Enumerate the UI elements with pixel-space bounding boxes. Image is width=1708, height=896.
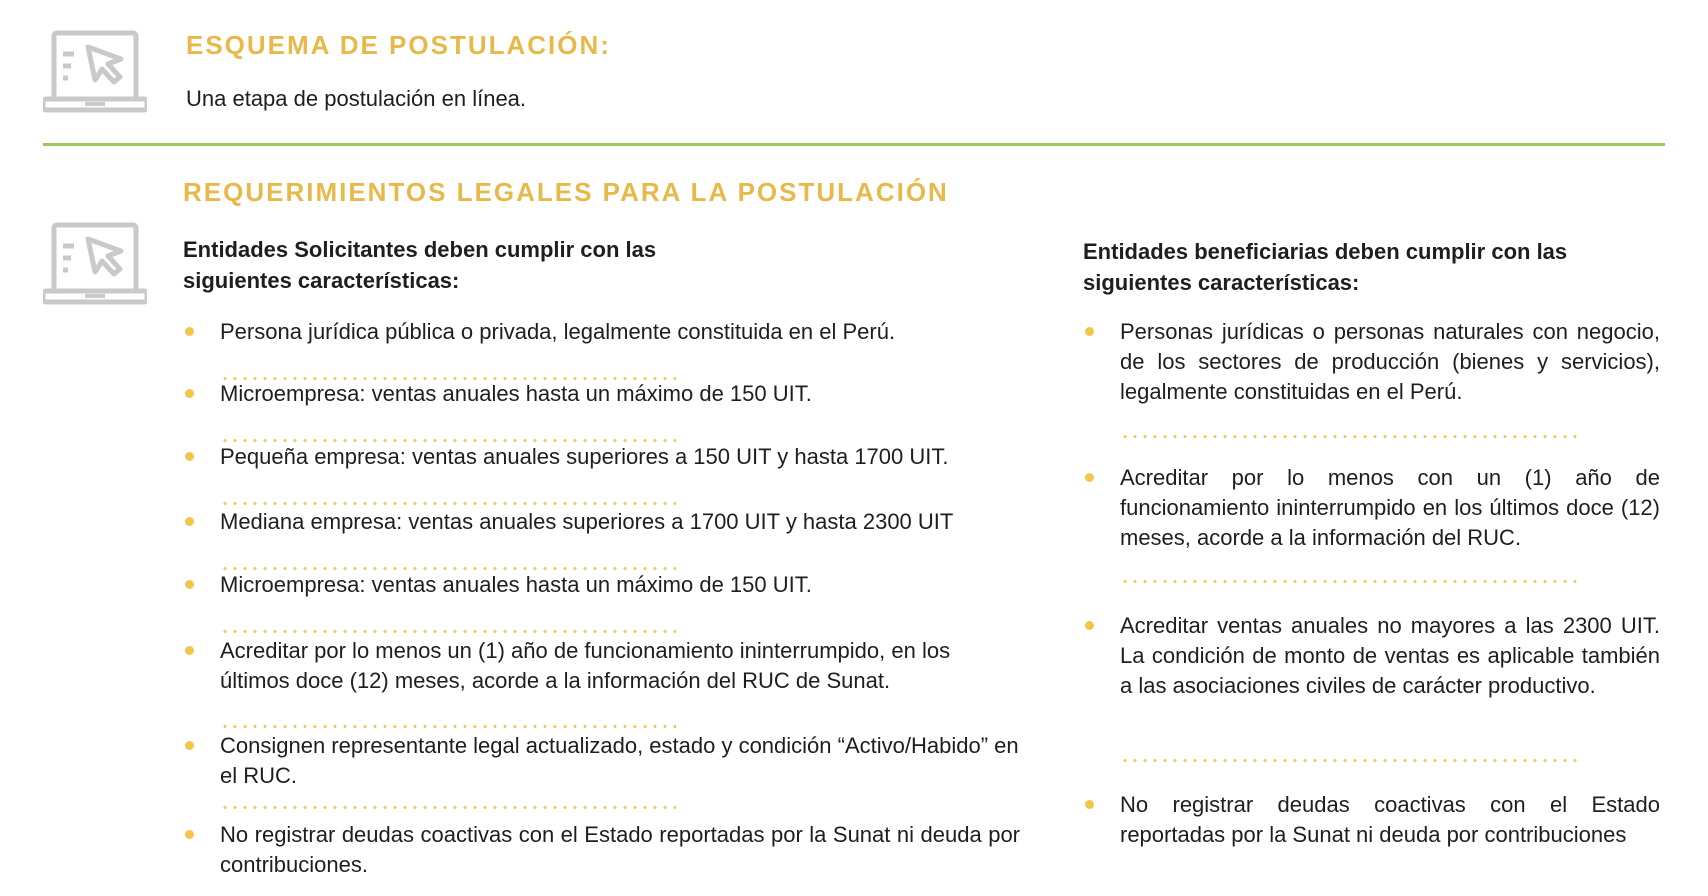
bullet-icon (185, 389, 194, 398)
dotted-separator (1120, 759, 1578, 762)
bullet-icon (1085, 327, 1094, 336)
bullet-icon (185, 830, 194, 839)
list-item: Personas jurídicas o personas naturales con negocio, de los sectores de producción (bienes y servicios), legalmente constituidas en el Perú. (1120, 317, 1660, 407)
postulacion-description: Una etapa de postulación en línea. (186, 86, 527, 111)
dotted-separator (220, 630, 676, 633)
list-item: Acreditar ventas anuales no mayores a las 2300 UIT. La condición de monto de ventas es aplicable también a las asociaciones civiles de carácter productivo. (1120, 611, 1660, 701)
list-item: Pequeña empresa: ventas anuales superiores a 150 UIT y hasta 1700 UIT. (220, 442, 1020, 472)
section-heading-requerimientos: REQUERIMIENTOS LEGALES PARA LA POSTULACIÓN (183, 177, 949, 207)
dotted-separator (220, 502, 676, 505)
laptop-cursor-icon (43, 222, 147, 310)
bullet-icon (185, 646, 194, 655)
section-divider (43, 143, 1665, 146)
bullet-icon (185, 517, 194, 526)
left-title-line1: Entidades Solicitantes deben cumplir con las (183, 237, 657, 262)
section-heading-postulacion: ESQUEMA DE POSTULACIÓN: (186, 30, 611, 60)
list-item: Consignen representante legal actualizado, estado y condición “Activo/Habido” en el RUC. (220, 731, 1020, 791)
bullet-icon (185, 580, 194, 589)
bullet-icon (1085, 621, 1094, 630)
bullet-icon (1085, 473, 1094, 482)
laptop-cursor-icon (43, 30, 147, 118)
left-column-title (183, 234, 743, 296)
bullet-icon (185, 327, 194, 336)
dotted-separator (1120, 580, 1578, 583)
bullet-icon (1085, 800, 1094, 809)
list-item: Persona jurídica pública o privada, legalmente constituida en el Perú. (220, 317, 1020, 347)
dotted-separator (220, 725, 676, 728)
list-item: Acreditar por lo menos un (1) año de funcionamiento ininterrumpido, en los últimos doce (12) meses, acorde a la información del RUC de Sunat. (220, 636, 1020, 696)
bullet-icon (185, 741, 194, 750)
list-item: Microempresa: ventas anuales hasta un máximo de 150 UIT. (220, 570, 1020, 600)
dotted-separator (220, 806, 676, 809)
bullet-icon (185, 452, 194, 461)
list-item: No registrar deudas coactivas con el Estado reportadas por la Sunat ni deuda por contribuciones (1120, 790, 1660, 850)
right-title-line2: siguientes características: (1083, 270, 1360, 295)
list-item: Acreditar por lo menos con un (1) año de funcionamiento ininterrumpido en los últimos doce (12) meses, acorde a la información del RUC. (1120, 463, 1660, 553)
list-item: Microempresa: ventas anuales hasta un máximo de 150 UIT. (220, 379, 1020, 409)
list-item: Mediana empresa: ventas anuales superiores a 1700 UIT y hasta 2300 UIT (220, 507, 1020, 537)
dotted-separator (1120, 435, 1578, 438)
right-title-line1: Entidades beneficiarias deben cumplir con las (1083, 239, 1568, 264)
list-item: No registrar deudas coactivas con el Estado reportadas por la Sunat ni deuda por contribuciones. (220, 820, 1020, 880)
left-title-line2: siguientes características: (183, 268, 460, 293)
right-column-title (1083, 236, 1643, 298)
